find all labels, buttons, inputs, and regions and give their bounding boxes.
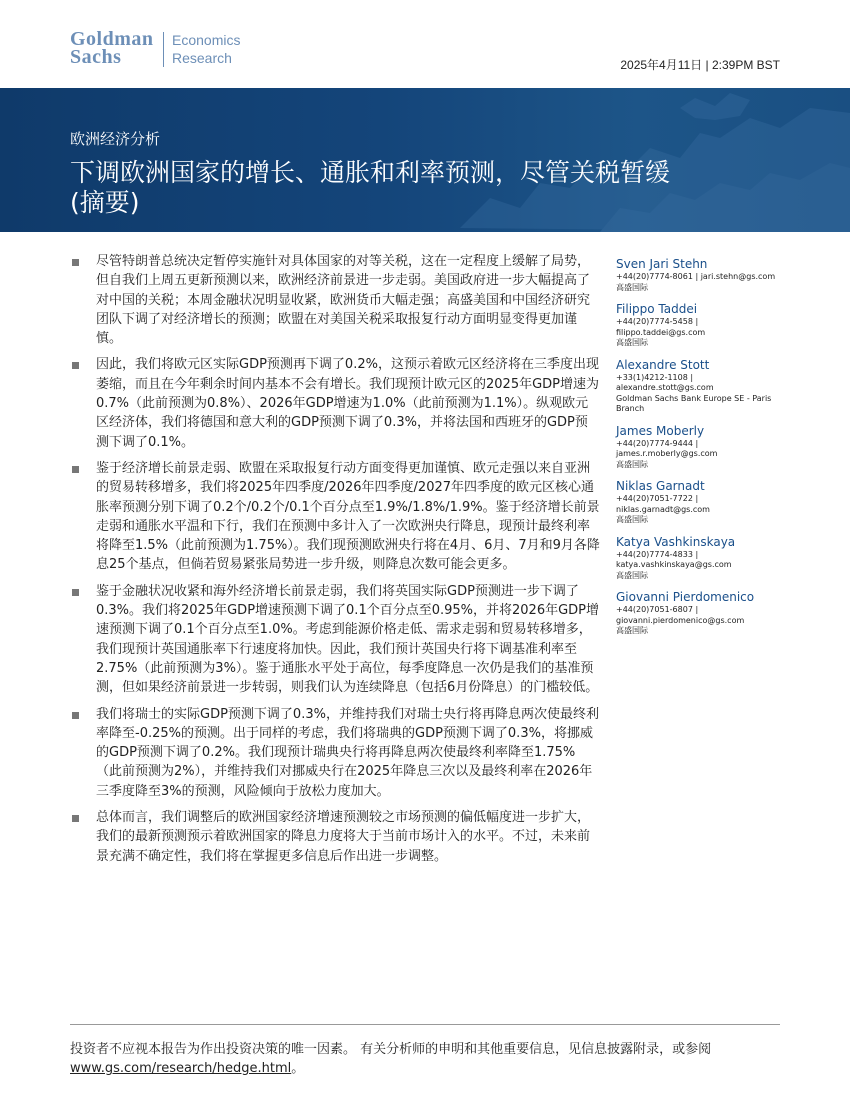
- logo-subtitle: [172, 31, 240, 67]
- author-name[interactable]: Niklas Garnadt: [616, 479, 705, 493]
- author-contact[interactable]: +44(20)7774-8061 | jari.stehn@gs.com: [616, 272, 776, 281]
- report-series: 欧洲经济分析: [70, 130, 161, 148]
- bullet-item: [70, 582, 600, 698]
- author-firm: 高盛国际: [616, 459, 648, 469]
- author-email[interactable]: alexandre.stott@gs.com: [616, 383, 714, 392]
- bullet-item: [70, 459, 600, 575]
- logo-divider: [163, 32, 164, 67]
- author-name[interactable]: Sven Jari Stehn: [616, 257, 708, 271]
- author-card: [616, 256, 796, 293]
- bullet-square-icon: [72, 589, 79, 596]
- author-firm: 高盛国际: [616, 626, 648, 635]
- author-phone: +33(1)4212-1108 |: [616, 372, 694, 382]
- author-name[interactable]: Alexandre Stott: [616, 357, 710, 372]
- logo-sub-1: Economics: [172, 32, 241, 48]
- bullet-text: 鉴于金融状况收紧和海外经济增长前景走弱，我们将英国实际GDP预测进一步下调了0.3%。我们将2025年GDP增速预测下调了0.1个百分点至0.95%，并将2026年GDP增速预测下调了0.1个百分点至1.0%。考虑到能源价格走低、需求走弱和贸易转移增多，我们现预计英国通胀率下行速度将加快。因此，我们预计英国央行将下调基准利率至2.75%（此前预测为3%）。鉴于通胀水平处于高位，每季度降息一次仍是我们的基准预测，但如果经济前景进一步转弱，则我们认为连续降息（包括6月份降息）的门槛较低。: [96, 583, 600, 696]
- bullet-text: 鉴于经济增长前景走弱、欧盟在采取报复行动方面变得更加谨慎、欧元走强以来自亚洲的贸易转移增多，我们将2025年四季度/2026年四季度/2027年四季度的欧元区核心通胀率预测分别下调了0.2个/0.2个/0.1个百分点至1.9%/1.8%/1.9%。鉴于经济增长前景走弱和通胀水平温和下行，我们在预测中多计入了一次欧洲央行降息，现预计最终利率将降至1.5%（此前预测为1.75%）。我们现预测欧洲央行将在4月、6月、7月和9月各降息25个基点，但倘若贸易紧张局势进一步升级，则降息次数可能会更多。: [96, 460, 600, 573]
- logo-wordmark: [70, 30, 154, 66]
- author-phone: +44(20)7051-7722 |: [616, 494, 699, 503]
- author-firm: Goldman Sachs Bank Europe SE - Paris: [616, 393, 772, 403]
- bullet-text: 总体而言，我们调整后的欧洲国家经济增速预测较之市场预测的偏低幅度进一步扩大，我们的最新预测预示着欧洲国家的降息力度将大于当前市场计入的水平。不过，未来前景充满不确定性，我们将在掌握更多信息后作出进一步调整。: [96, 810, 591, 864]
- author-card: [616, 478, 796, 526]
- bullet-square-icon: [72, 815, 79, 822]
- logo-line-2: Sachs: [70, 46, 122, 68]
- author-name[interactable]: Filippo Taddei: [616, 302, 698, 316]
- author-phone: +44(20)7051-6807 |: [616, 605, 699, 614]
- summary-bullets: [70, 252, 600, 873]
- author-name[interactable]: James Moberly: [616, 423, 705, 438]
- disclosure-link[interactable]: www.gs.com/research/hedge.html: [70, 1061, 292, 1076]
- bullet-item: [70, 808, 600, 866]
- bullet-text: 尽管特朗普总统决定暂停实施针对具体国家的对等关税，这在一定程度上缓解了局势，但自我们上周五更新预测以来，欧洲经济前景进一步走弱。美国政府进一步大幅提高了对中国的关税；本周金融状况明显收紧，欧洲货币大幅走强；高盛美国和中国经济研究团队下调了对经济增长的预测；欧盟在对美国关税采取报复行动方面明显变得更加谨慎。: [96, 254, 591, 347]
- author-name[interactable]: Giovanni Pierdomenico: [616, 590, 755, 604]
- bullet-text: 因此，我们将欧元区实际GDP预测再下调了0.2%，这预示着欧元区经济将在三季度出现萎缩，而且在今年剩余时间内基本不会有增长。我们现预计欧元区的2025年GDP增速为0.7%（此前预测为0.8%）、2026年GDP增速为1.0%（此前预测为1.1%）。纵观欧元区经济体，我们将德国和意大利的GDP预测下调了0.3%，并将法国和西班牙的GDP预测下调了0.1%。: [96, 357, 600, 450]
- author-email[interactable]: katya.vashkinskaya@gs.com: [616, 560, 732, 569]
- report-header: [0, 0, 850, 88]
- author-email[interactable]: filippo.taddei@gs.com: [616, 327, 706, 337]
- author-card: [616, 423, 796, 471]
- author-list: [616, 256, 796, 645]
- report-dateline: 2025年4月11日 | 2:39PM BST: [620, 58, 780, 72]
- title-banner: [0, 88, 850, 232]
- disclosure-text: 投资者不应视本报告为作出投资决策的唯一因素。 有关分析师的申明和其他重要信息，见信息披露附录，或参阅: [70, 1042, 712, 1057]
- bullet-square-icon: [72, 362, 79, 369]
- bullet-item: [70, 705, 600, 801]
- bullet-item: [70, 252, 600, 348]
- author-card: [616, 357, 796, 415]
- report-title: 下调欧洲国家的增长、通胀和利率预测，尽管关税暂缓 (摘要): [70, 158, 671, 217]
- author-card: [616, 301, 796, 349]
- author-email[interactable]: james.r.moberly@gs.com: [616, 449, 718, 458]
- bullet-square-icon: [72, 466, 79, 473]
- author-phone: +44(20)7774-4833 |: [616, 549, 699, 559]
- goldman-sachs-logo: [70, 28, 241, 68]
- disclosure-footer: [70, 1040, 780, 1078]
- author-card: [616, 589, 796, 637]
- author-firm: 高盛国际: [616, 338, 648, 347]
- bullet-square-icon: [72, 259, 79, 266]
- bullet-square-icon: [72, 712, 79, 719]
- author-name[interactable]: Katya Vashkinskaya: [616, 534, 736, 549]
- footer-divider: [70, 1024, 780, 1025]
- bullet-text: 我们将瑞士的实际GDP预测下调了0.3%，并维持我们对瑞士央行将再降息两次使最终利率降至-0.25%的预测。出于同样的考虑，我们将瑞典的GDP预测下调了0.3%，将挪威的GDP预测下调了0.2%。我们现预计瑞典央行将再降息两次使最终利率降至1.75%（此前预测为2%），并维持我们对挪威央行在2025年降息三次以及最终利率在2026年三季度降至3%的预测，风险倾向于放松力度加大。: [96, 706, 599, 799]
- author-email[interactable]: niklas.garnadt@gs.com: [616, 504, 710, 514]
- author-firm: 高盛国际: [616, 515, 648, 524]
- author-firm: 高盛国际: [616, 282, 648, 292]
- author-firm-cont: Branch: [616, 404, 645, 413]
- logo-sub-2: Research: [172, 50, 232, 66]
- disclosure-tail: 。: [291, 1061, 305, 1076]
- author-phone: +44(20)7774-9444 |: [616, 438, 699, 448]
- bullet-item: [70, 355, 600, 451]
- author-email[interactable]: giovanni.pierdomenico@gs.com: [616, 615, 745, 625]
- author-phone: +44(20)7774-5458 |: [616, 317, 699, 326]
- logo-line-1: Goldman: [70, 28, 154, 50]
- author-firm: 高盛国际: [616, 570, 648, 580]
- author-card: [616, 534, 796, 582]
